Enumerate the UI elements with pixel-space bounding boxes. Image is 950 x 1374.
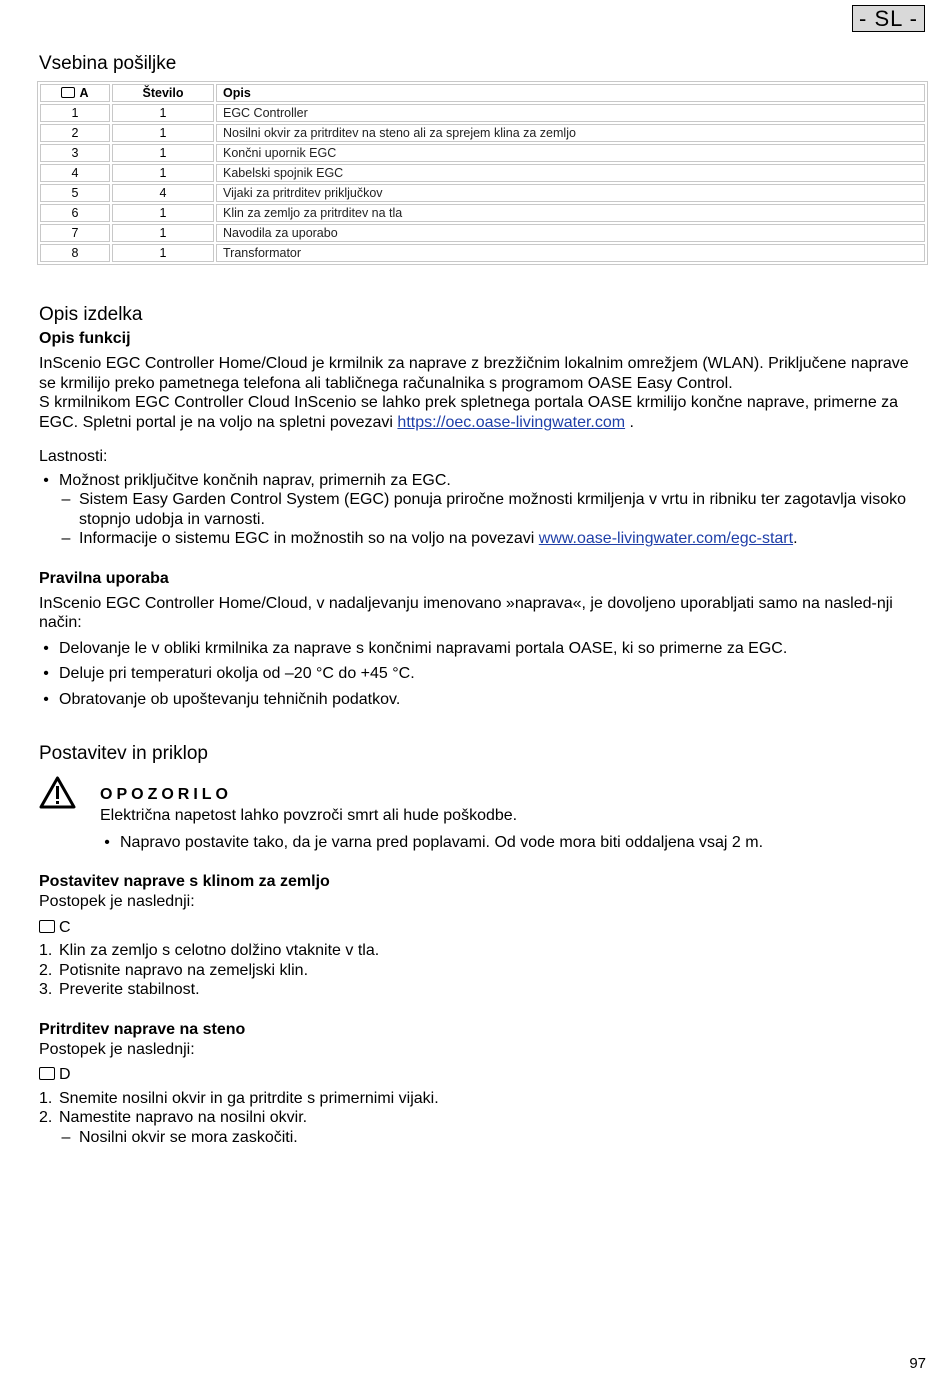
table-row <box>40 224 925 242</box>
product-title: Opis izdelka <box>39 304 143 325</box>
list-item: 1. Klin za zemljo s celotno dolžino vtaknite v tla. <box>39 942 380 959</box>
cell-position: 5 <box>40 184 110 202</box>
cell-quantity: 1 <box>112 224 214 242</box>
table-row <box>40 144 925 162</box>
cell-quantity: 1 <box>112 124 214 142</box>
list-item: • Deluje pri temperaturi okolja od –20 °C do +45 °C. <box>43 665 415 682</box>
figure-ref-c: C <box>39 918 926 938</box>
list-item: • Obratovanje ob upoštevanju tehničnih podatkov. <box>43 690 401 708</box>
product-description-2: S krmilnikom EGC Controller Cloud InScenio se lahko prek spletnega portala OASE krmilijo končne naprave, primerne za EGC. Spletni portal je na voljo na spletni povezavi https://oec.oase-livingwater.com . <box>39 394 899 431</box>
warning-text: Električna napetost lahko povzroči smrt ali hude poškodbe. <box>100 807 518 824</box>
cell-description: Vijaki za pritrditev priključkov <box>216 184 925 202</box>
wall-steps <box>39 1089 926 1128</box>
warning-triangle-icon <box>39 776 76 809</box>
cell-quantity: 1 <box>112 204 214 222</box>
cell-description: Transformator <box>216 244 925 262</box>
list-item: • Možnost priključitve končnih naprav, primernih za EGC. <box>43 471 451 489</box>
col-header-quantity: Število <box>112 84 214 102</box>
table-row <box>40 244 925 262</box>
setup-title: Postavitev in priklop <box>39 743 208 764</box>
ground-steps <box>39 941 926 1000</box>
table-row <box>40 104 925 122</box>
list-item: • Delovanje le v obliki krmilnika za naprave s končnimi napravami portala OASE, ki so primerne za EGC. <box>43 639 788 657</box>
table-row <box>40 204 925 222</box>
features-sublist <box>39 490 926 549</box>
function-title: Opis funkcij <box>39 330 131 347</box>
page-content <box>39 52 926 1147</box>
product-description-1: InScenio EGC Controller Home/Cloud je krmilnik za naprave z brezžičnim lokalnim omrežjem (WLAN). Priključene naprave se krmilijo preko pametnega telefona ali tabličnega računalnika s programom OASE Easy Control. <box>39 355 909 392</box>
list-item: 2. Namestite napravo na nosilni okvir. <box>39 1109 308 1126</box>
col-header-description: Opis <box>216 84 925 102</box>
features-list <box>39 471 926 491</box>
warning-title: OPOZORILO <box>100 786 232 803</box>
figure-icon <box>39 920 55 933</box>
cell-position: 8 <box>40 244 110 262</box>
egc-link[interactable]: www.oase-livingwater.com/egc-start <box>538 530 794 547</box>
col-header-position: A <box>40 84 110 102</box>
contents-table <box>37 81 928 265</box>
cell-description: EGC Controller <box>216 104 925 122</box>
cell-quantity: 1 <box>112 164 214 182</box>
table-row <box>40 184 925 202</box>
figure-ref-d: D <box>39 1065 926 1085</box>
list-item: – Sistem Easy Garden Control System (EGC) ponuja priročne možnosti krmiljenja v vrtu in ribniku ter zagotavlja visoko stopnjo udobja in varnosti. <box>61 491 906 528</box>
cell-quantity: 4 <box>112 184 214 202</box>
cell-position: 6 <box>40 204 110 222</box>
language-tag: - SL - <box>852 5 925 32</box>
usage-intro: InScenio EGC Controller Home/Cloud, v nadaljevanju imenovano »naprava«, je dovoljeno uporabljati samo na nasled-nji način: <box>39 594 893 631</box>
cell-position: 1 <box>40 104 110 122</box>
table-row <box>40 164 925 182</box>
cell-position: 3 <box>40 144 110 162</box>
warning-list <box>100 833 926 853</box>
cell-description: Končni upornik EGC <box>216 144 925 162</box>
cell-position: 4 <box>40 164 110 182</box>
ground-title: Postavitev naprave s klinom za zemljo <box>39 873 330 890</box>
figure-icon <box>39 1067 55 1080</box>
ground-intro: Postopek je naslednji: <box>39 893 195 910</box>
warning-block <box>39 786 926 852</box>
cell-quantity: 1 <box>112 144 214 162</box>
list-item: 2. Potisnite napravo na zemeljski klin. <box>39 961 309 979</box>
table-header-row <box>40 84 925 102</box>
usage-list <box>39 639 926 710</box>
cell-quantity: 1 <box>112 244 214 262</box>
figure-icon <box>61 87 75 98</box>
page-number: 97 <box>909 1355 926 1372</box>
list-item: • Napravo postavite tako, da je varna pred poplavami. Od vode mora biti oddaljena vsaj 2 m. <box>104 833 764 851</box>
wall-title: Pritrditev naprave na steno <box>39 1020 246 1038</box>
portal-link[interactable]: https://oec.oase-livingwater.com <box>397 413 626 431</box>
features-label: Lastnosti: <box>39 448 108 465</box>
table-row <box>40 124 925 142</box>
cell-quantity: 1 <box>112 104 214 122</box>
cell-description: Kabelski spojnik EGC <box>216 164 925 182</box>
usage-title: Pravilna uporaba <box>39 569 169 587</box>
list-item: 3. Preverite stabilnost. <box>39 981 200 998</box>
list-item: – Informacije o sistemu EGC in možnostih so na voljo na povezavi www.oase-livingwater.com/egc-start. <box>61 530 798 547</box>
cell-position: 7 <box>40 224 110 242</box>
cell-description: Klin za zemljo za pritrditev na tla <box>216 204 925 222</box>
cell-position: 2 <box>40 124 110 142</box>
contents-title: Vsebina pošiljke <box>39 53 177 74</box>
cell-description: Navodila za uporabo <box>216 224 925 242</box>
wall-sublist <box>39 1128 926 1148</box>
list-item: 1. Snemite nosilni okvir in ga pritrdite s primernimi vijaki. <box>39 1089 439 1107</box>
list-item: – Nosilni okvir se mora zaskočiti. <box>61 1128 298 1146</box>
wall-intro: Postopek je naslednji: <box>39 1040 195 1058</box>
cell-description: Nosilni okvir za pritrditev na steno ali za sprejem klina za zemljo <box>216 124 925 142</box>
